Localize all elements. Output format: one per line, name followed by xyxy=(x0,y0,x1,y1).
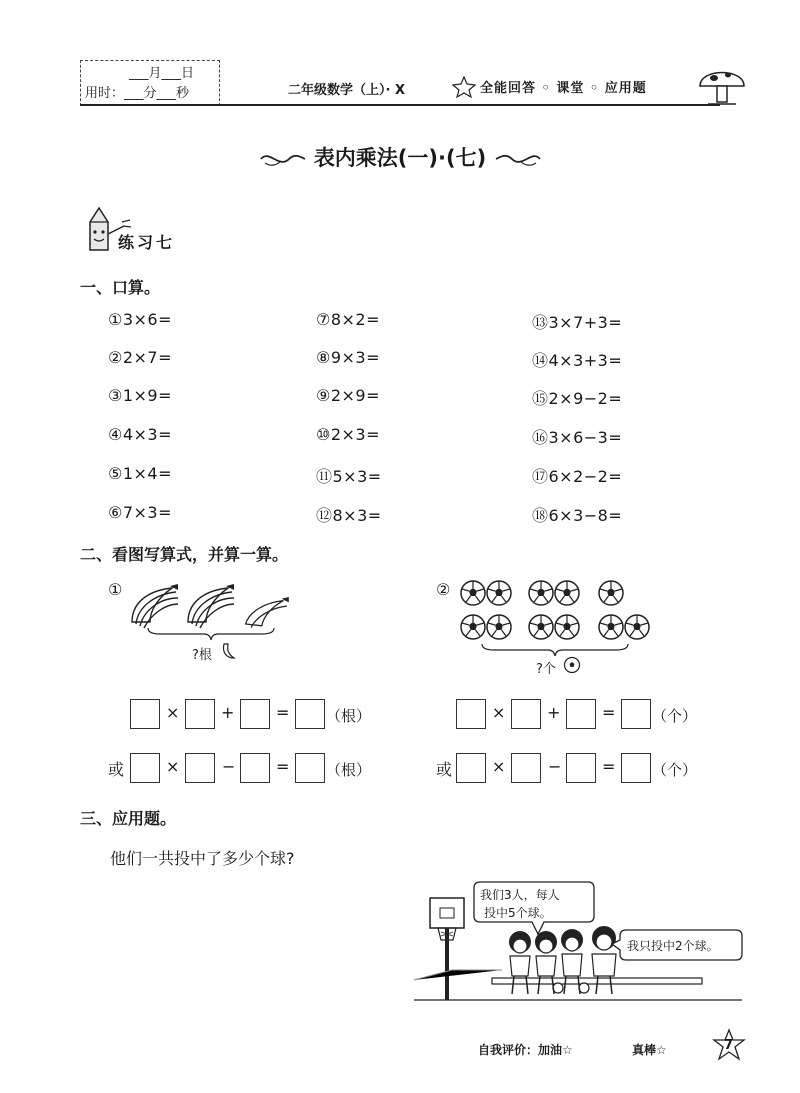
answer-box[interactable] xyxy=(130,699,160,729)
banana-icon xyxy=(220,642,238,660)
speech-bubble-2: 我只投中2个球。 xyxy=(627,939,719,953)
subject-label: 二年级数学（上）· X xyxy=(288,83,405,98)
plus-sign: + xyxy=(221,703,235,722)
equals-sign: = xyxy=(276,703,290,722)
calc-item: ⑪5×3= xyxy=(316,467,382,486)
calc-item: ⑩2×3= xyxy=(316,425,381,444)
page-number: 7 xyxy=(724,1038,734,1053)
equals-sign: = xyxy=(602,757,616,776)
calc-item: ⑬3×7+3= xyxy=(532,313,623,332)
answer-box[interactable] xyxy=(456,699,486,729)
time-line: 用时：___分___秒 xyxy=(85,86,190,101)
date-time-box xyxy=(80,60,220,106)
or-label: 或 xyxy=(108,760,125,779)
date-line: ___月___日 xyxy=(129,66,195,81)
great-label: 真棒☆ xyxy=(632,1043,667,1057)
times-sign: × xyxy=(166,703,180,722)
series-label: 全能回答 ◦ 课堂 ◦ 应用题 xyxy=(480,81,647,96)
calc-item: ⑧9×3= xyxy=(316,348,381,367)
calc-item: ⑯3×6−3= xyxy=(532,428,623,447)
self-evaluation-label: 自我评价：加油☆ xyxy=(478,1043,573,1057)
answer-box[interactable] xyxy=(566,699,596,729)
word-problem-question: 他们一共投中了多少个球? xyxy=(110,849,295,868)
equals-sign: = xyxy=(602,703,616,722)
unit-label: （根） xyxy=(326,707,372,725)
page-title: 表内乘法(一)·(七) xyxy=(313,146,487,170)
section-2-heading: 二、看图写算式，并算一算。 xyxy=(80,545,289,564)
calc-item: ⑦8×2= xyxy=(316,310,381,329)
problem-2-caption: ?个 xyxy=(536,662,556,677)
speech-bubble-1-line2: 投中5个球。 xyxy=(484,906,552,920)
footballs-icon xyxy=(458,578,658,644)
minus-sign: − xyxy=(548,757,562,776)
calc-item: ⑱6×3−8= xyxy=(532,506,623,525)
calc-item: ⑭4×3+3= xyxy=(532,351,623,370)
swirl-left-icon xyxy=(259,149,307,169)
section-3-heading: 三、应用题。 xyxy=(80,809,177,828)
title-row xyxy=(0,142,800,172)
unit-label: （根） xyxy=(326,761,372,779)
answer-box[interactable] xyxy=(185,753,215,783)
answer-box[interactable] xyxy=(295,699,325,729)
star-icon xyxy=(452,76,476,98)
minus-sign: − xyxy=(222,757,236,776)
answer-box[interactable] xyxy=(240,753,270,783)
answer-box[interactable] xyxy=(621,699,651,729)
section-1-heading: 一、口算。 xyxy=(80,278,161,297)
exercise-label: 练习七 xyxy=(118,233,176,252)
calc-item: ⑫8×3= xyxy=(316,506,382,525)
times-sign: × xyxy=(492,757,506,776)
problem-1-caption: ?根 xyxy=(192,648,212,663)
calc-item: ①3×6= xyxy=(108,310,173,329)
speech-bubble-1-line1: 我们3人，每人 xyxy=(480,888,560,902)
calc-item: ⑨2×9= xyxy=(316,386,381,405)
or-label: 或 xyxy=(436,760,453,779)
answer-box[interactable] xyxy=(511,699,541,729)
plus-sign: + xyxy=(547,703,561,722)
mushroom-icon xyxy=(694,60,750,108)
answer-box[interactable] xyxy=(185,699,215,729)
swirl-right-icon xyxy=(494,149,542,169)
answer-box[interactable] xyxy=(511,753,541,783)
answer-box[interactable] xyxy=(566,753,596,783)
calc-item: ③1×9= xyxy=(108,386,173,405)
times-sign: × xyxy=(166,757,180,776)
brace-icon xyxy=(146,626,276,642)
answer-box[interactable] xyxy=(295,753,325,783)
answer-box[interactable] xyxy=(240,699,270,729)
calc-item: ④4×3= xyxy=(108,425,173,444)
calc-item: ⑮2×9−2= xyxy=(532,389,623,408)
unit-label: （个） xyxy=(652,761,698,779)
unit-label: （个） xyxy=(652,707,698,725)
calc-item: ⑤1×4= xyxy=(108,464,173,483)
answer-box[interactable] xyxy=(456,753,486,783)
calc-item: ⑰6×2−2= xyxy=(532,467,623,486)
problem-2-marker: ② xyxy=(436,580,451,599)
equals-sign: = xyxy=(276,757,290,776)
calc-item: ⑥7×3= xyxy=(108,503,173,522)
football-small-icon xyxy=(563,656,581,674)
problem-1-marker: ① xyxy=(108,580,123,599)
header-rule xyxy=(80,104,720,106)
answer-box[interactable] xyxy=(130,753,160,783)
calc-item: ②2×7= xyxy=(108,348,173,367)
brace-icon xyxy=(480,642,630,658)
times-sign: × xyxy=(492,703,506,722)
answer-box[interactable] xyxy=(621,753,651,783)
